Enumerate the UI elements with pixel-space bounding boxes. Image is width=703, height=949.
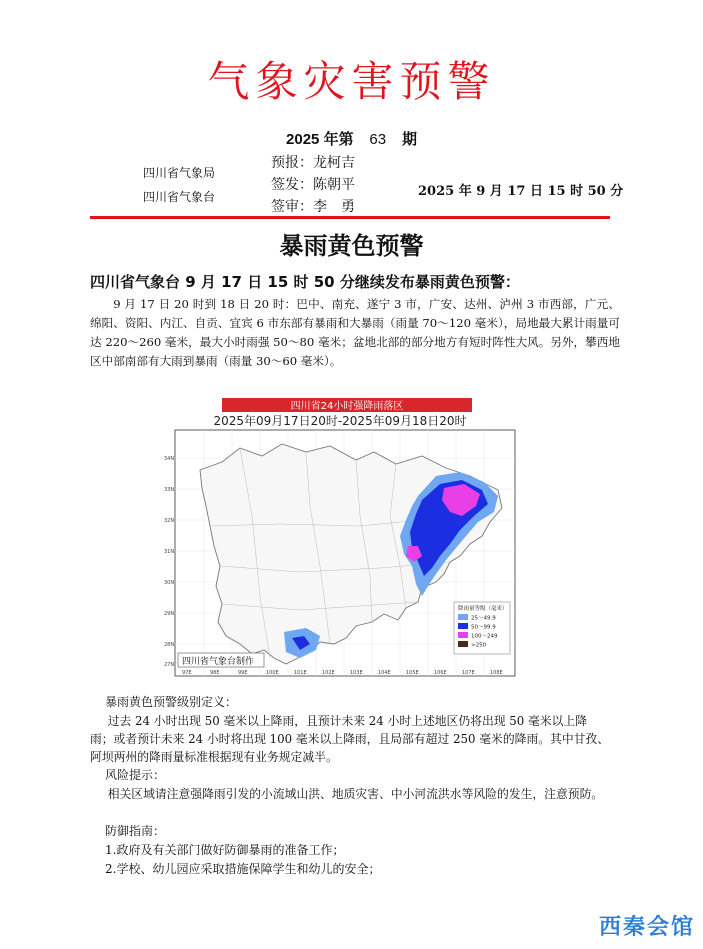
- x-tick: 99E: [238, 670, 248, 676]
- legend-swatch-3: [458, 641, 468, 647]
- reviewer-name: 李 勇: [313, 199, 355, 215]
- map-legend: [454, 602, 510, 654]
- approver-row: 签发：陈朝平: [271, 177, 355, 193]
- legend-title: 降雨量等级（毫米）: [458, 606, 508, 612]
- warning-title: 暴雨黄色预警: [279, 232, 424, 260]
- forecaster-name: 龙柯吉: [313, 155, 355, 171]
- org-bureau: 四川省气象局: [143, 166, 216, 180]
- legend-label-2: 100～249: [471, 633, 498, 640]
- x-tick: 101E: [294, 670, 307, 676]
- issue-year-suffix: 年第: [323, 131, 354, 148]
- defense-heading: 防御指南：: [105, 824, 166, 838]
- legend-swatch-2: [458, 632, 468, 638]
- approver-name: 陈朝平: [313, 177, 355, 193]
- x-tick: 98E: [210, 670, 220, 676]
- definition-heading: 暴雨黄色预警级别定义：: [105, 695, 238, 709]
- x-tick: 104E: [378, 670, 391, 676]
- x-tick: 108E: [490, 670, 503, 676]
- map-banner: 四川省24小时强降雨落区: [290, 401, 404, 412]
- watermark-logo: 西秦会馆: [598, 915, 695, 940]
- issue-number: 63: [369, 131, 387, 148]
- x-tick: 100E: [266, 670, 279, 676]
- warning-lead: 四川省气象台 9 月 17 日 15 时 50 分继续发布暴雨黄色预警：: [90, 273, 520, 291]
- x-tick: 97E: [182, 670, 192, 676]
- y-tick: 32N: [164, 518, 175, 524]
- issued-time: 2025 年 9 月 17 日 15 时 50 分: [418, 184, 624, 199]
- y-tick: 29N: [164, 611, 175, 617]
- document-title: 气象灾害预警: [207, 57, 496, 106]
- issue-line: [0, 128, 703, 149]
- definition-text: 过去 24 小时出现 50 毫米以上降雨，且预计未来 24 小时上述地区仍将出现 50 毫米以上降雨；或者预计未来 24 小时将出现 100 毫米以上降雨，且局部有超过 250 毫米的降雨。其中甘孜、阿坝两州的降雨量标准根据现有业务规定减半。: [90, 714, 610, 764]
- risk-text: 相关区域请注意强降雨引发的小流域山洪、地质灾害、中小河流洪水等风险的发生，注意预防。: [107, 787, 604, 801]
- reviewer-row: 签审：李 勇: [271, 199, 355, 215]
- y-tick: 33N: [164, 487, 175, 493]
- legend-label-0: 25～49.9: [471, 615, 496, 622]
- x-tick: 102E: [322, 670, 335, 676]
- legend-label-1: 50～99.9: [471, 624, 496, 631]
- y-tick: 27N: [164, 662, 175, 668]
- y-tick: 34N: [164, 456, 175, 462]
- legend-swatch-0: [458, 614, 468, 620]
- legend-label-3: >250: [471, 642, 487, 649]
- y-axis-ticks: [164, 456, 174, 668]
- x-tick: 103E: [350, 670, 363, 676]
- risk-heading: 风险提示：: [105, 768, 166, 782]
- y-tick: 30N: [164, 580, 175, 586]
- map-period: 2025年09月17日20时-2025年09月18日20时: [213, 414, 467, 428]
- map-credit: 四川省气象台制作: [182, 657, 255, 667]
- warning-body: 9 月 17 日 20 时到 18 日 20 时：巴中、南充、遂宁 3 市，广安、达州、泸州 3 市西部，广元、绵阳、资阳、内江、自贡、宜宾 6 市东部有暴雨和大暴雨（雨量 70～120 毫米），局地最大累计雨量可达 220～260 毫米，最大小时雨强 50～80 毫米；盆地北部的部分地方有短时阵性大风。另外，攀西地区中部南部有大雨到暴雨（雨量 30～60 毫米）。: [90, 297, 620, 368]
- org-observatory: 四川省气象台: [143, 190, 216, 204]
- y-tick: 28N: [164, 642, 175, 648]
- y-tick: 31N: [164, 549, 175, 555]
- rainfall-map: [160, 396, 520, 680]
- issue-suffix: 期: [401, 131, 417, 148]
- defense-item: 1.政府及有关部门做好防御暴雨的准备工作；: [105, 843, 345, 857]
- legend-swatch-1: [458, 623, 468, 629]
- signoff-block: [271, 152, 355, 218]
- x-tick: 106E: [434, 670, 447, 676]
- forecaster-row: 预报：龙柯吉: [271, 155, 355, 171]
- defense-item: 2.学校、幼儿园应采取措施保障学生和幼儿的安全；: [105, 862, 381, 876]
- x-tick: 105E: [406, 670, 419, 676]
- x-tick: 107E: [462, 670, 475, 676]
- issue-year: 2025: [286, 131, 320, 148]
- red-divider: [90, 216, 610, 219]
